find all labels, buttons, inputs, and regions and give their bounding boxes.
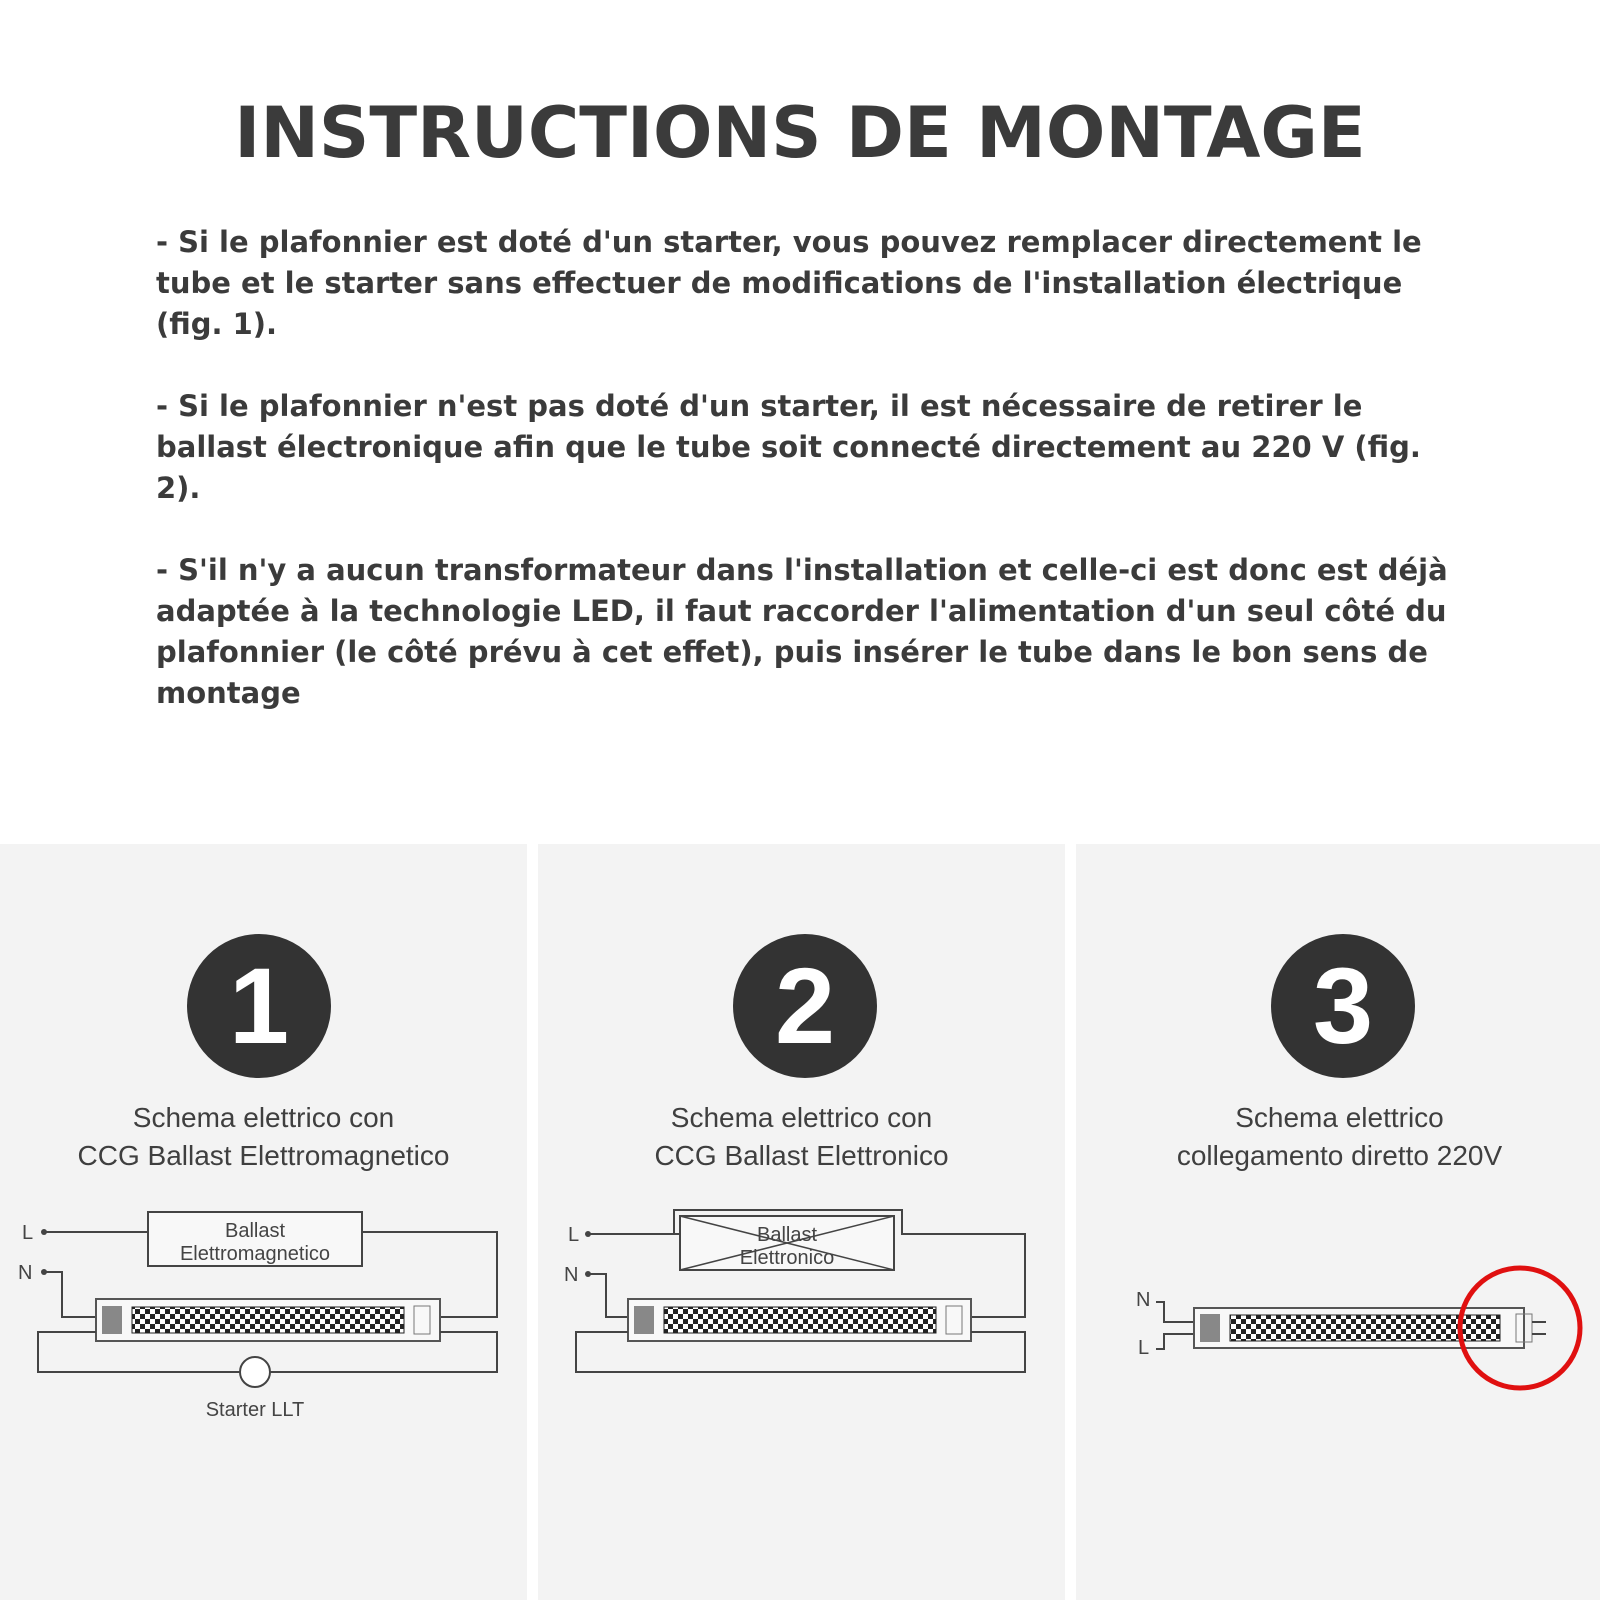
wiring-schematic-3: [1076, 1204, 1600, 1444]
caption-line: CCG Ballast Elettromagnetico: [77, 1140, 450, 1171]
starter-label: Starter LLT: [205, 1399, 305, 1421]
step-number-badge: 2: [733, 934, 877, 1078]
instruction-paragraph-1: - Si le plafonnier est doté d'un starter, vous pouvez remplacer directement le tube et le starter sans effectuer de modifications de l'installation électrique (fig. 1).: [156, 225, 1422, 341]
line-label-n: N: [18, 1262, 33, 1284]
step-number-badge: 3: [1271, 934, 1415, 1078]
instructions-text: [156, 222, 1456, 755]
diagram-panel-1: [0, 844, 527, 1600]
line-label-n: N: [564, 1264, 579, 1286]
diagram-caption: [1076, 1099, 1600, 1175]
instruction-paragraph-2: - Si le plafonnier n'est pas doté d'un starter, il est nécessaire de retirer le ballast électronique afin que le tube soit connecté directement au 220 V (fig. 2).: [156, 389, 1421, 505]
wiring-diagrams: [0, 844, 1600, 1600]
step-number-badge: 1: [187, 934, 331, 1078]
line-label-l: L: [22, 1222, 34, 1244]
starter-symbol: [240, 1357, 270, 1387]
diagram-panel-2: [538, 844, 1065, 1600]
line-label-n: N: [1136, 1289, 1151, 1311]
caption-line: CCG Ballast Elettronico: [654, 1140, 949, 1171]
diagram-caption: [538, 1099, 1065, 1175]
ballast-label: Ballast: [224, 1220, 286, 1242]
wiring-schematic-2: [538, 1204, 1065, 1444]
caption-line: Schema elettrico con: [132, 1102, 395, 1133]
caption-line: collegamento diretto 220V: [1176, 1140, 1503, 1171]
caption-line: Schema elettrico: [1235, 1102, 1444, 1133]
ballast-label: Ballast: [756, 1224, 818, 1246]
line-label-l: L: [568, 1224, 580, 1246]
diagram-caption: [0, 1099, 527, 1175]
page-title: INSTRUCTIONS DE MONTAGE: [234, 92, 1366, 174]
diagram-panel-3: [1076, 844, 1600, 1600]
ballast-label: Elettronico: [739, 1247, 835, 1269]
wiring-schematic-1: [0, 1204, 527, 1444]
caption-line: Schema elettrico con: [670, 1102, 933, 1133]
ballast-label: Elettromagnetico: [179, 1243, 331, 1265]
line-label-l: L: [1138, 1337, 1150, 1359]
instruction-paragraph-3: - S'il n'y a aucun transformateur dans l'installation et celle-ci est donc est déjà adaptée à la technologie LED, il faut raccorder l'alimentation d'un seul côté du plafonnier (le côté prévu à cet effet), puis insérer le tube dans le bon sens de montage: [156, 553, 1448, 710]
